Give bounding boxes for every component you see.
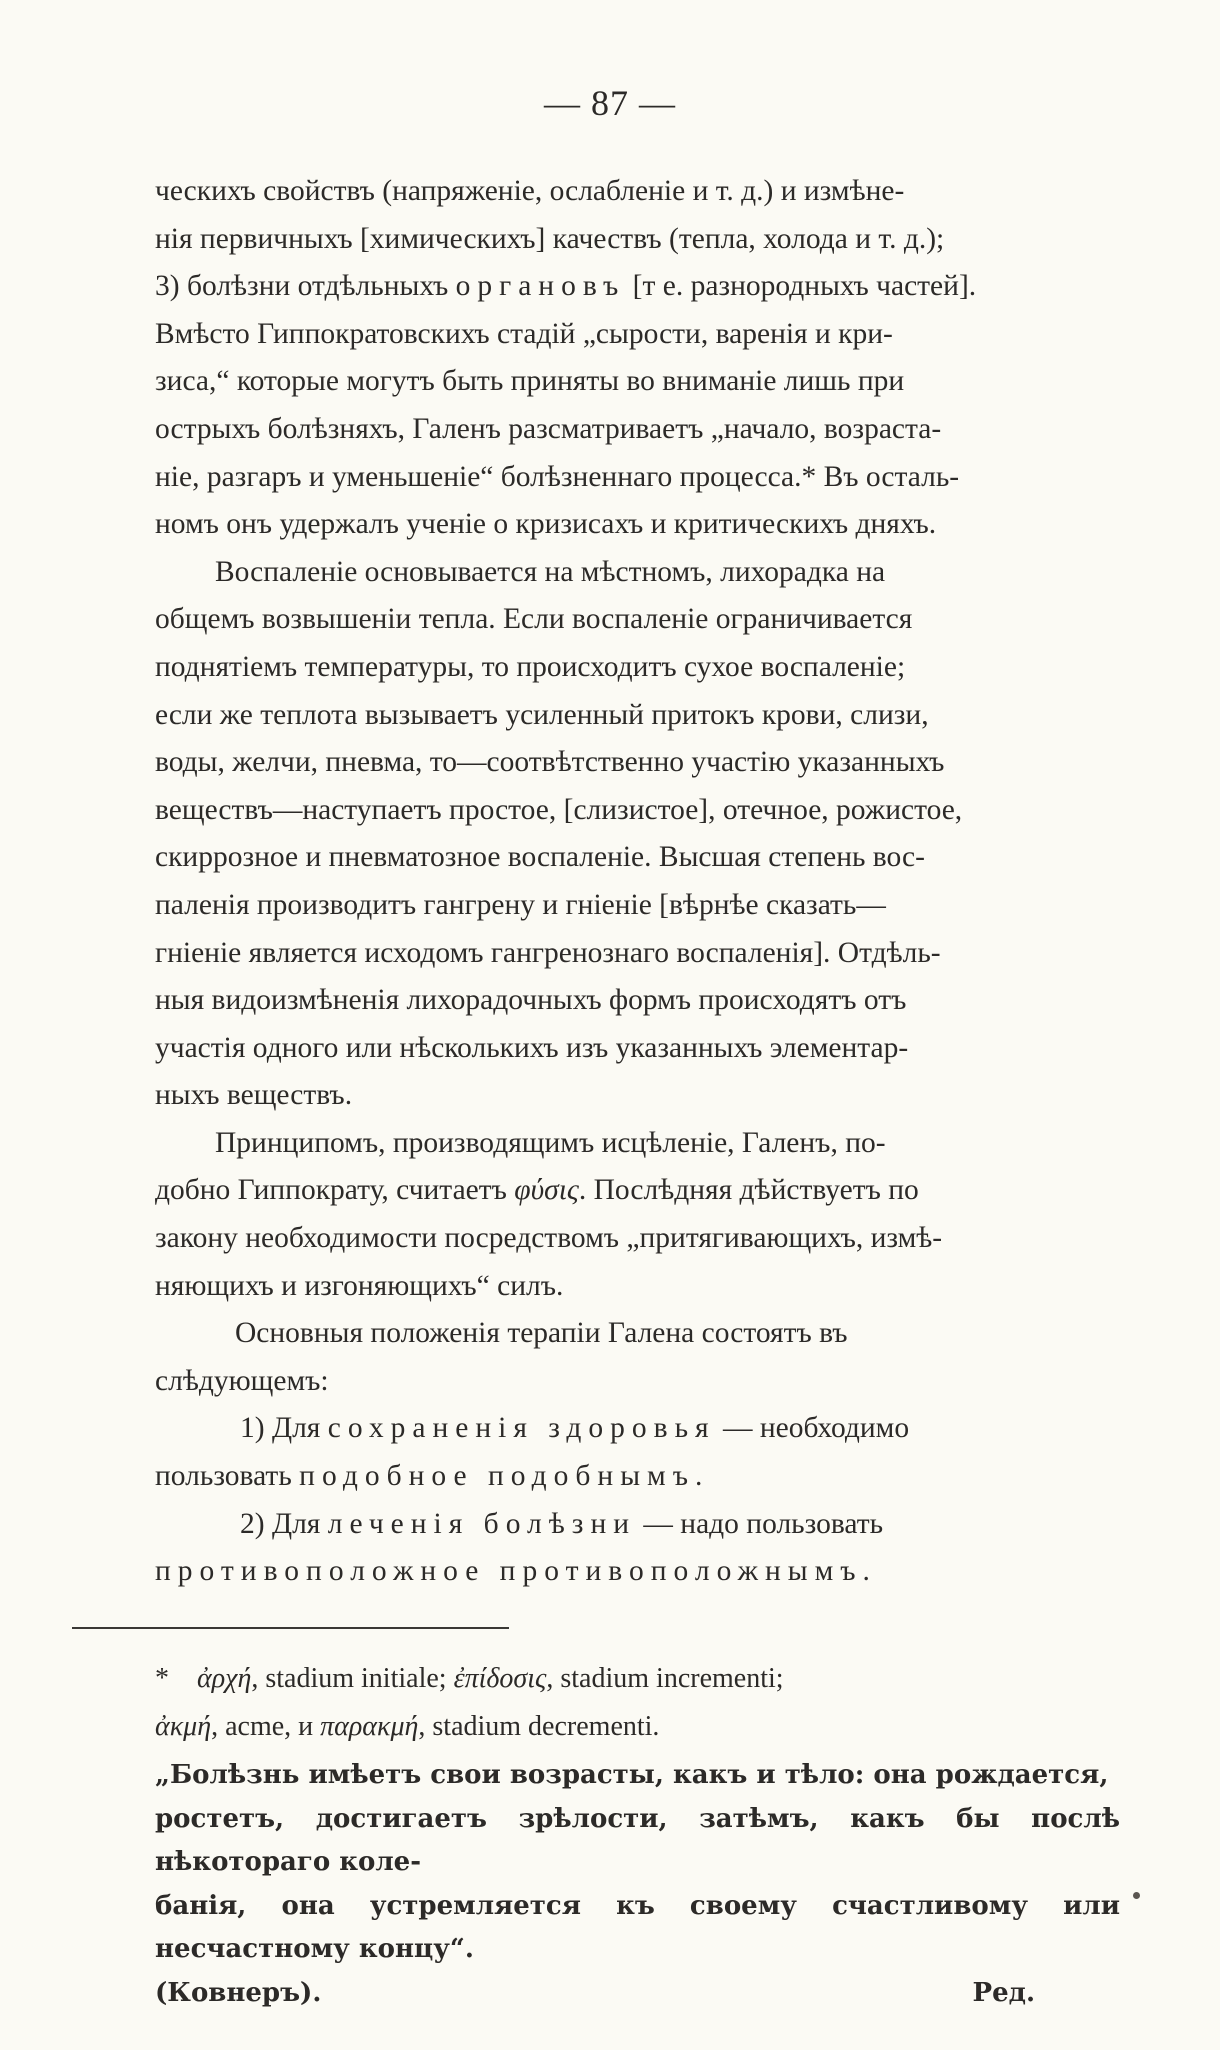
text-span: — надо пользовать — [636, 1507, 884, 1540]
text-span: . — [694, 1460, 703, 1493]
quote-line: банія, она устремляется къ своему счастливому или несчастному концу“. — [155, 1890, 1120, 1964]
text-span: , acme, и — [211, 1711, 321, 1742]
quote-attribution — [155, 1972, 1035, 2016]
paragraph-therapy-intro — [155, 1310, 1120, 1405]
text-line: веществъ—наступаетъ простое, [слизистое], отечное, рожистое, — [155, 793, 963, 826]
footnote-mark: * — [155, 1663, 169, 1694]
text-line — [155, 1501, 1120, 1549]
quote-line: „Болѣзнь имѣетъ свои возрасты, какъ и тѣло: она рождается, — [155, 1760, 1109, 1790]
text-line — [155, 1548, 1120, 1596]
ink-speck — [1133, 1892, 1140, 1899]
text-line: если же теплота вызываетъ усиленный притокъ крови, слизи, — [155, 698, 929, 731]
text-line: воды, желчи, пневма, то—соотвѣтственно участію указанныхъ — [155, 746, 945, 779]
footnote-line — [155, 1703, 1120, 1751]
text-line: поднятіемъ температуры, то происходитъ сухое воспаленіе; — [155, 650, 906, 683]
text-span: — необходимо — [715, 1412, 910, 1445]
text-span: . — [862, 1555, 870, 1588]
text-line: Принципомъ, производящимъ исцѣленіе, Галенъ, по- — [215, 1126, 886, 1159]
greek-word: ἐπίδοσις — [453, 1663, 547, 1694]
text-span: [т е. разнородныхъ частей]. — [625, 270, 977, 303]
main-text — [155, 168, 1120, 1596]
text-span: , stadium incrementi; — [546, 1663, 784, 1694]
spaced-emphasis: леченія болѣзни — [327, 1507, 637, 1540]
text-line: Воспаленіе основывается на мѣстномъ, лихорадка на — [215, 555, 886, 588]
greek-word: παρακμή — [320, 1711, 419, 1742]
text-line: няющихъ и изгоняющихъ“ силъ. — [155, 1269, 564, 1302]
spaced-emphasis: органовъ — [455, 270, 626, 303]
footnote-line — [155, 1655, 1120, 1703]
text-line — [155, 263, 1120, 311]
spaced-emphasis: подобное подобнымъ — [299, 1460, 695, 1493]
text-line — [155, 1167, 1120, 1215]
paragraph-galen-stages — [155, 168, 1120, 549]
text-line: зиса,“ которые могутъ быть приняты во вниманіе лишь при — [155, 365, 905, 398]
text-line: участія одного или нѣсколькихъ изъ указанныхъ элементар- — [155, 1031, 909, 1064]
text-span: , stadium initiale; — [251, 1663, 454, 1694]
text-line: Вмѣсто Гиппократовскихъ стадій „сырости, варенія и кри- — [155, 317, 893, 350]
page-number: — 87 — — [544, 83, 676, 123]
therapy-rule-2 — [155, 1501, 1120, 1596]
greek-word: ἀκμή — [155, 1711, 212, 1742]
text-line: нія первичныхъ [химическихъ] качествъ (тепла, холода и т. д.); — [155, 222, 945, 255]
footnote — [155, 1655, 1120, 1751]
greek-word: ἀρχή — [197, 1663, 252, 1694]
spaced-emphasis: противоположное противоположнымъ — [155, 1555, 863, 1588]
text-line: ныхъ веществъ. — [155, 1079, 353, 1112]
text-line: Основныя положенія терапіи Галена состоятъ въ — [235, 1317, 848, 1350]
text-line: номъ онъ удержалъ ученіе о кризисахъ и критическихъ дняхъ. — [155, 508, 937, 541]
text-line: гніеніе является исходомъ гангренознаго воспаленія]. Отдѣль- — [155, 936, 941, 969]
text-line — [155, 1453, 1120, 1501]
editor-quote — [155, 1754, 1120, 2015]
quote-line: ростетъ, достигаетъ зрѣлости, затѣмъ, какъ бы послѣ нѣкотораго коле- — [155, 1803, 1120, 1877]
footnote-divider — [72, 1627, 509, 1629]
paragraph-inflammation — [155, 549, 1120, 1120]
text-span: , stadium decrementi. — [418, 1711, 660, 1742]
text-line: общемъ возвышеніи тепла. Если воспаленіе ограничивается — [155, 603, 913, 636]
text-span: 2) Для — [240, 1507, 328, 1540]
text-span: 1) Для — [240, 1412, 328, 1445]
text-line — [155, 1405, 1120, 1453]
text-span: добно Гиппократу, считаетъ — [155, 1174, 515, 1207]
text-line: острыхъ болѣзняхъ, Галенъ разсматриваетъ „начало, возраста- — [155, 412, 942, 445]
paragraph-physis — [155, 1120, 1120, 1310]
spaced-emphasis: сохраненія здоровья — [327, 1412, 716, 1445]
text-line: ніе, разгаръ и уменьшеніе“ болѣзненнаго процесса.* Въ осталь- — [155, 460, 960, 493]
text-line: паленія производитъ гангрену и гніеніе [вѣрнѣе сказать— — [155, 888, 886, 921]
text-line: слѣдующемъ: — [155, 1364, 329, 1397]
text-span: 3) болѣзни отдѣльныхъ — [155, 270, 456, 303]
text-line: скиррозное и пневматозное воспаленіе. Высшая степень вос- — [155, 841, 925, 874]
text-line: ческихъ свойствъ (напряженіе, ослабленіе и т. д.) и измѣне- — [155, 175, 905, 207]
quote-source: (Ковнеръ). — [155, 1977, 322, 2008]
text-line: ныя видоизмѣненія лихорадочныхъ формъ происходятъ отъ — [155, 984, 907, 1017]
text-span: . Послѣдняя дѣйствуетъ по — [578, 1174, 919, 1207]
text-line: закону необходимости посредствомъ „притягивающихъ, измѣ- — [155, 1222, 943, 1255]
editor-mark: Ред. — [972, 1977, 1035, 2008]
text-span: пользовать — [155, 1460, 300, 1493]
therapy-rule-1 — [155, 1405, 1120, 1500]
greek-word: φύσις — [514, 1174, 579, 1207]
